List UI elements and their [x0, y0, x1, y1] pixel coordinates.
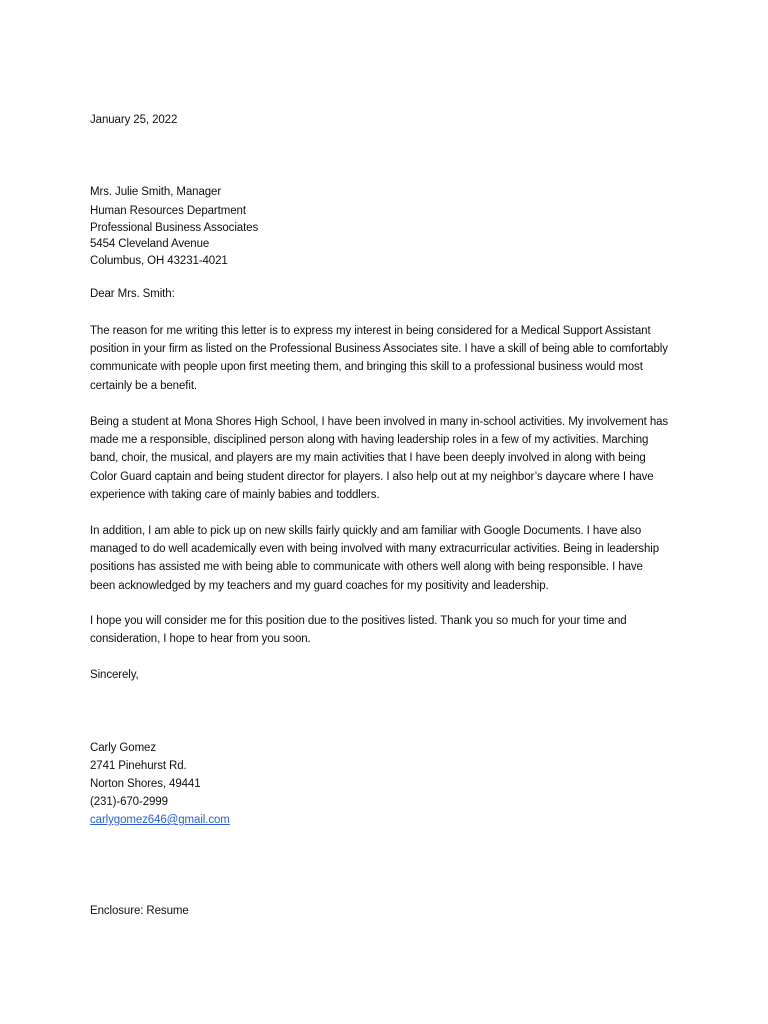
sender-phone: (231)-670-2999: [90, 796, 168, 808]
sender-name: Carly Gomez: [90, 742, 156, 754]
paragraph-line: managed to do well academically even with being involved with many extracurricular activities. Being in leadership: [90, 543, 660, 556]
paragraph-line: certainly be a benefit.: [90, 379, 198, 392]
paragraph-line: experience with taking care of mainly babies and toddlers.: [90, 488, 380, 501]
paragraph-line: I hope you will consider me for this position due to the positives listed. Thank you so much for your time and: [90, 615, 627, 627]
recipient-city: Columbus, OH 43231-4021: [90, 255, 228, 267]
paragraph-activities: [90, 413, 690, 504]
sender-street: 2741 Pinehurst Rd.: [90, 760, 187, 772]
paragraph-closing: [90, 612, 690, 648]
recipient-company: Professional Business Associates: [90, 222, 259, 234]
sender-city: Norton Shores, 49441: [90, 778, 201, 790]
paragraph-line: In addition, I am able to pick up on new skills fairly quickly and am familiar with Google Documents. I have also: [90, 525, 642, 537]
paragraph-line: Color Guard captain and being student director for players. I also help out at my neighbor’s daycare where I have: [90, 470, 654, 483]
paragraph-line: consideration, I hope to hear from you soon.: [90, 633, 311, 646]
paragraph-line: position in your firm as listed on the Professional Business Associates site. I have a skill of being able to comfortably: [90, 343, 668, 356]
paragraph-line: The reason for me writing this letter is to express my interest in being considered for a Medical Support Assistant: [90, 325, 651, 337]
paragraph-line: positions has assisted me with being able to communicate with others well along with being responsible. I have: [90, 561, 643, 574]
paragraph-line: Being a student at Mona Shores High School, I have been involved in many in-school activities. My involvement has: [90, 416, 669, 428]
enclosure-note: Enclosure: Resume: [90, 905, 189, 917]
sender-email-link[interactable]: carlygomez646@gmail.com: [90, 814, 230, 826]
recipient-name: Mrs. Julie Smith, Manager: [90, 186, 222, 198]
paragraph-line: communicate with people upon first meeting them, and bringing this skill to a professional business would most: [90, 361, 643, 374]
paragraph-interest: [90, 322, 690, 395]
paragraph-line: band, choir, the musical, and players are my main activities that I have been deeply involved in along with being: [90, 452, 646, 465]
letter-date: January 25, 2022: [90, 114, 178, 126]
closing: Sincerely,: [90, 669, 139, 681]
recipient-department: Human Resources Department: [90, 205, 246, 217]
paragraph-skills: [90, 522, 690, 595]
paragraph-line: made me a responsible, disciplined person along with having leadership roles in a few of my activities. Marching: [90, 434, 649, 447]
paragraph-line: been acknowledged by my teachers and my guard coaches for my positivity and leadership.: [90, 579, 549, 592]
recipient-street: 5454 Cleveland Avenue: [90, 238, 210, 250]
salutation: Dear Mrs. Smith:: [90, 288, 175, 300]
